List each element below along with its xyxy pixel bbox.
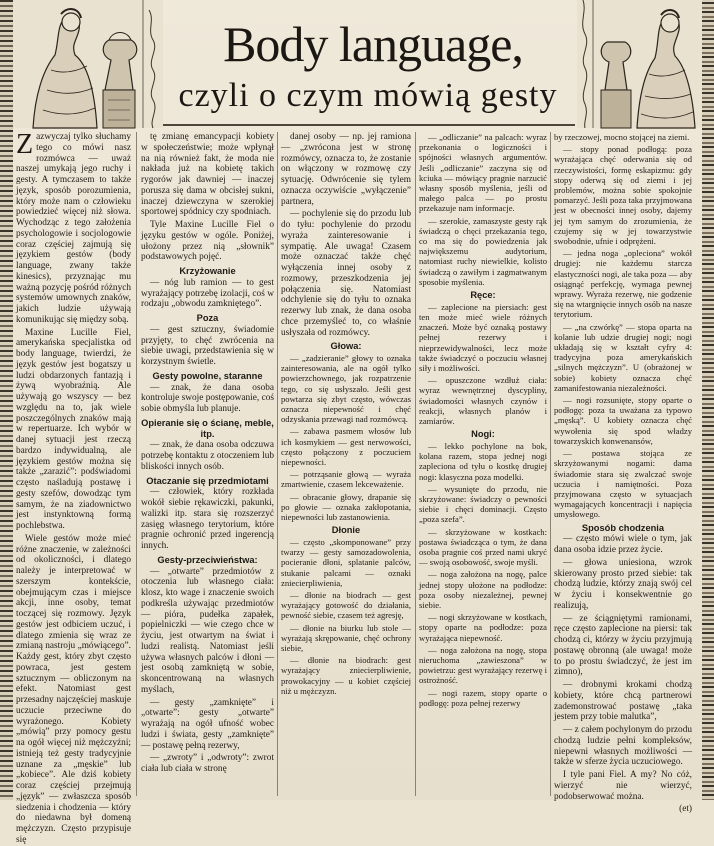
paragraph: Wiele gestów może mieć różne znaczenie, w zależności od okoliczności, i dlatego należy je interpretować w szerszym kontekście, obejmującym czas i miejsce akcji, inne osoby, temat toczącej się rozmowy. Język gestów jest odbiciem uczuć, i dlatego zmienia się wraz ze zmianą nastroju „mówiącego”. Każdy gest, który zbyt często powraca, jest gestem sztucznym — obliczonym na efekt. Natomiast gest przesadny najczęściej maskuje uczucie przeciwne do wyrażonego. Kobiety „mówią” przy pomocy gestu na ogół więcej niż mężczyźni; istnieją też gesty tradycyjnie uznane za „męskie” lub „kobiece”. Ale dziś kobiety coraz częściej przejmują „język” — zwłaszcza sposób siedzenia i chodzenia — który do niedawna był domeną mężczyzn. Często przypisuje się	[16, 533, 131, 845]
paragraph: — zaplecione na piersiach: gest ten może mieć wiele różnych znaczeń. Może być oznaką postawy pełnej rezerwy i nieprzewidywalności, lecz może także świadczyć o poczuciu własnej siły i możliwości.	[419, 301, 547, 374]
article-title: Body language,	[223, 16, 523, 72]
paragraph: — nóg lub ramion — to gest wyrażający potrzebę izolacji, coś w rodzaju „obwodu zamkniętego”.	[141, 277, 274, 310]
paragraph: Tyle Maxine Lucille Fiel o języku gestów w ogóle. Poniżej, ułożony przez nią „słownik” podstawowych pojęć.	[141, 220, 274, 263]
paragraph: — ze ściągniętymi ramionami, ręce często zaplecione na piersi: tak chodzą ci, którzy w życiu przyjmują postawę obronną (ale uwaga! może to po prostu świadczyć, że jest im zimno),	[554, 613, 692, 678]
decorative-figure-right	[577, 0, 702, 128]
paragraph: — głowa uniesiona, wzrok skierowany prosto przed siebie: tak chodzą ludzie, którzy znają swój cel w życiu i konsekwentnie go realizują,	[554, 557, 692, 611]
paragraph: — pochylenie się do przodu lub do tyłu: pochylenie do przodu wyraża zainteresowanie i sympatię. Ale uwaga! Czasem może oznaczać także chęć wyłączenia innej osoby z rozmowy, przeszkodzenia jej połączenia się. Natomiast odchylenie się do tyłu to oznaka rezerwy lub znak, że dana osoba chce przemyśleć to, co właśnie usłyszała od rozmówcy.	[281, 209, 411, 338]
paragraph: I tyle pani Fiel. A my? No cóż, wierzyć nie wierzyć, podobserwować można.	[554, 770, 692, 802]
paragraph: by rzeczowej, mocno stojącej na ziemi.	[554, 132, 690, 142]
section-heading: Ręce:	[470, 290, 496, 301]
paragraph: — jedna noga „opleciona” wokół drugiej: nie każdemu starcza elastyczności nogi, ale taka poza — aby osiągnąć perfekcję, wymaga pewnej wprawy. Wyraża rezerwę, nie godzenie się na wtargnięcie innych osób na nasze terytorium.	[554, 248, 692, 320]
paragraph: — potrząsanie głową — wyraża zmartwienie, czasem lekceważenie.	[281, 469, 411, 490]
paragraph: — dłonie na biodrach — gest wyrażający gotowość do działania, pewność siebie, czasem też agresję,	[281, 590, 411, 621]
paragraph: — dłonie na biodrach: gest wyrażający zniecierpliwienie, prowokacyjny — u kobiet częściej niż u mężczyzn.	[281, 655, 411, 696]
paragraph: tę zmianę emancypacji kobiety w społeczeństwie; może wpłynął na nią również fakt, że moda nie nakłada już na kobietę takich rygorów jak dawniej — inaczej porusza się dama w obcisłej sukni, inaczej dziewczyna w szerokiej sportowej spódnicy czy spodniach.	[141, 132, 274, 218]
section-heading: Otaczanie się przedmiotami	[146, 475, 269, 486]
paragraph: — z całem pochylonym do przodu chodzą ludzie pełni kompleksów, niepewni własnych możliwości — także w sferze życia uczuciowego.	[554, 725, 692, 768]
paragraph: — „zadzieranie” głowy to oznaka zainteresowania, ale na ogół tylko powierzchownego, jak rozpatrzenie tego, co się usłyszało. Jeśli gest powtarza się zbyt często, wówczas oznacza niepewność i chęć odzyskania przewagi nad rozmówcą.	[281, 353, 411, 425]
paragraph: — dłonie na biurku lub stole — wyrażają skrępowanie, chęć ochrony siebie,	[281, 622, 411, 654]
paragraph: — postawa stojąca ze skrzyżowanymi nogami: dama świadomie stara się zwalczać swoje uczucia i namiętności. Poza przyjmowana często w sytuacjach wymagających koncentracji i napięcia umysłowego.	[554, 448, 692, 520]
article-subtitle: czyli o czym mówią gesty	[178, 77, 558, 114]
column-divider	[415, 132, 416, 796]
ornamental-border-left	[0, 0, 13, 800]
paragraph: — lekko pochylone na bok, kolana razem, stopa jednej nogi zapleciona od tyłu o kostkę drugiej nogi: klasyczna poza modelki.	[419, 440, 547, 482]
article-column-3	[281, 132, 411, 796]
paragraph: — często „skomponowane” przy twarzy — gesty samozadowolenia, pocieranie dłoni, splatanie palców, stukanie palcami — oznaki zniecierpliwienia,	[281, 537, 411, 588]
paragraph: — skrzyżowane w kostkach: postawa świadcząca o tym, że dana osoba pragnie coś przed nami ukryć — swoją osobowość, swoje myśli.	[419, 526, 547, 568]
section-heading: Poza	[196, 313, 219, 323]
paragraph: — noga założona na nogę, stopa nieruchoma „zawieszona” w powietrzu: gest wyrażający rezerwę i ostrożność.	[419, 644, 547, 686]
paragraph: — często mówi wiele o tym, jak dana osoba idzie przez życie.	[554, 534, 692, 556]
paragraph: — człowiek, który rozkłada wokół siebie rękawiczki, pakunki, walizki itp. stara się rozszerzyć zasięg własnego terytorium, które pragnie ochronić przed ingerencją innych.	[141, 487, 274, 551]
article-column-5	[554, 132, 692, 815]
article-column-2	[141, 132, 274, 796]
column-divider	[550, 132, 551, 796]
author-signature: (et)	[679, 804, 692, 815]
section-heading: Gesty powolne, staranne	[152, 370, 263, 381]
paragraph: — „na czwórkę” — stopa oparta na kolanie lub udzie drugiej nogi; nogi układają się w kształt cyfry 4: tradycyjna poza amerykańskich „silnych mężczyzn”. U (obrażonej w sobie) kobiety oznacza chęć zamanifestowania niezależności.	[554, 321, 692, 393]
section-heading: Sposób chodzenia	[581, 522, 665, 533]
section-heading: Głowa:	[330, 341, 362, 352]
article-header	[13, 0, 702, 130]
paragraph: — stopy ponad podłogą: poza wyrażająca chęć oderwania się od rzeczywistości, formę eskapizmu: gdy stopy oderwą się od ziemi i jej problemów, można sobie spokojnie pomarzyć. Jeśli poza taka przyjmowana jest w obecności innej osoby, dajemy jej tym samym do zrozumienia, że czujemy się w jej towarzystwie swobodnie, ufnie i odprężeni.	[554, 144, 692, 247]
paragraph: — „zwroty” i „odwroty”: zwrot ciała lub ciała w stronę	[141, 753, 274, 774]
title-rule	[163, 124, 575, 126]
section-heading: Nogi:	[471, 429, 495, 440]
paragraph: Maxine Lucille Fiel, amerykańska specjalistka od body language, twierdzi, że język gestów jest bogatszy u ludzi obdarzonych fantazją i żywą wyobraźnią. Ale używają go wszyscy — bez względu na to, jak wiele poszczególnych znaków mają w repertuarze. Ich wybór w danej sytuacji jest rzeczą bardzo indywidualną, ale językiem gestów można się także „zarazić”: podświadomi często naśladują postawę i gesty szefów, dowodząc tym samym, że na ziadownictwo jest instynktowną formą pochlebstwa.	[16, 327, 131, 531]
paragraph: — obracanie głowy, drapanie się po głowie — oznaka zakłopotania, niepewności lub zastanowienia.	[281, 491, 411, 523]
section-heading: Krzyżowanie	[179, 266, 236, 276]
drop-cap: Z	[16, 129, 34, 160]
paragraph: danej osoby — np. jej ramiona — „zwrócona jest w stronę rozmówcy, oznacza to, że zostanie on włączony w rozmowę czy sytuację. Odwrócenie się tylem oznacza oczywiście „wyłączenie” partnera,	[281, 132, 411, 207]
article-column-1	[16, 129, 131, 845]
paragraph: — szerokie, zamaszyste gesty rąk świadczą o chęci przekazania tego, co ma się do powiedzenia jak największemu audytorium, natomiast ruchy niewielkie, kolisto świadczą o zawiłym i zagmatwanym sposobie myślenia.	[419, 215, 547, 287]
section-heading: Gesty-przeciwieństwa:	[157, 554, 258, 565]
paragraph: — opuszczone wzdłuż ciała: wyraz wewnętrznej dyscypliny, świadomości własnych czynów i reakcji, własnych planów i zamiarów.	[419, 375, 547, 427]
paragraph: — znak, że dana osoba kontroluje swoje postępowanie, coś sobie obmyśla lub planuje.	[141, 382, 274, 414]
article-column-4	[419, 132, 547, 796]
paragraph: — drobnymi krokami chodzą kobiety, które chcą partnerowi zademonstrować postawę „taka jestem przy tobie malutka”,	[554, 680, 692, 723]
paragraph: — gest sztuczny, świadomie przyjęty, to chęć zwrócenia na siebie uwagi, przedstawienia się w korzystnym świetle.	[141, 324, 274, 367]
paragraph: — nogi skrzyżowane w kostkach, stopy oparte na podłodze: poza wyrażająca niepewność.	[419, 612, 547, 643]
paragraph: — „odliczanie” na palcach: wyraz przekonania o logiczności i spójności własnych argumentów. Jeśli „odliczanie” zaczyna się od kciuka — mówiący pragnie narzucić własny sposób myślenia, jeśli od małego palca — po prostu przekazuje nam informacje.	[419, 132, 547, 214]
ornamental-border-right	[702, 0, 714, 800]
paragraph: — gesty „zamknięte” i „otwarte”: gesty „otwarte” wyrażają na ogół ufność wobec ludzi i świata, gesty „zamknięte” — postawę pełną rezerwy,	[141, 697, 274, 751]
paragraph: Zazwyczaj tylko słuchamy tego co mówi nasz rozmówca — uważ naszej umykają jego ruchy i gesty. A tymczasem to także język, sposób porozumienia, który może nam o człowieku powiedzieć więcej niż słowa. Wychodząc z tego założenia psychologowie i socjologowie coraz częściej zajmują się językiem gestów (body language, zwany także kinesics), przyznając mu ważną pozycję pośród różnych systemów umownych znaków, jakich ludzie używają komunikując się między sobą.	[16, 129, 131, 325]
paragraph: — znak, że dana osoba odczuwa potrzebę kontaktu z otoczeniem lub bliskości innych osób.	[141, 440, 274, 472]
column-divider	[136, 132, 137, 796]
paragraph: — nogi razem, stopy oparte o podłogę: poza pełnej rezerwy	[419, 687, 547, 708]
section-heading: Dłonie	[331, 525, 361, 536]
paragraph: — zabawa pasmem włosów lub ich kosmykiem — gest nerwowości, często połączony z poczuciem niepewności.	[281, 426, 411, 468]
paragraph: — wysunięte do przodu, nie skrzyżowane: świadczy o pewności siebie i chęci dominacji. Często „poza szefa”.	[419, 483, 547, 525]
paragraph: — noga założona na nogę, palce jednej stopy ułożone na podłodze: poza osoby niezależnej, pewnej siebie.	[419, 569, 547, 611]
section-heading: Opieranie się o ścianę, meble, itp.	[141, 417, 274, 439]
paragraph: — nogi rozsunięte, stopy oparte o podłogę: poza ta uważana za typowo „męską”. U kobiety oznacza chęć wywołenia się spod władzy towarzyskich konwenansów,	[554, 395, 692, 446]
column-divider	[277, 132, 278, 796]
paragraph: — „otwarte” przedmiotów z otoczenia lub własnego ciała: klosz, kto wage i znaczenie swoich podkreśla używając przedmiotów — pióra, pudełka zapałek, popielniczki — wie czego chce w życiu, jest otwartym na świat i ludzi realistą. Natomiast jeśli używa własnych palców i dłoni — jest osobą zamkniętą w sobie, skoncentrowaną na własnych myślach,	[141, 566, 274, 695]
